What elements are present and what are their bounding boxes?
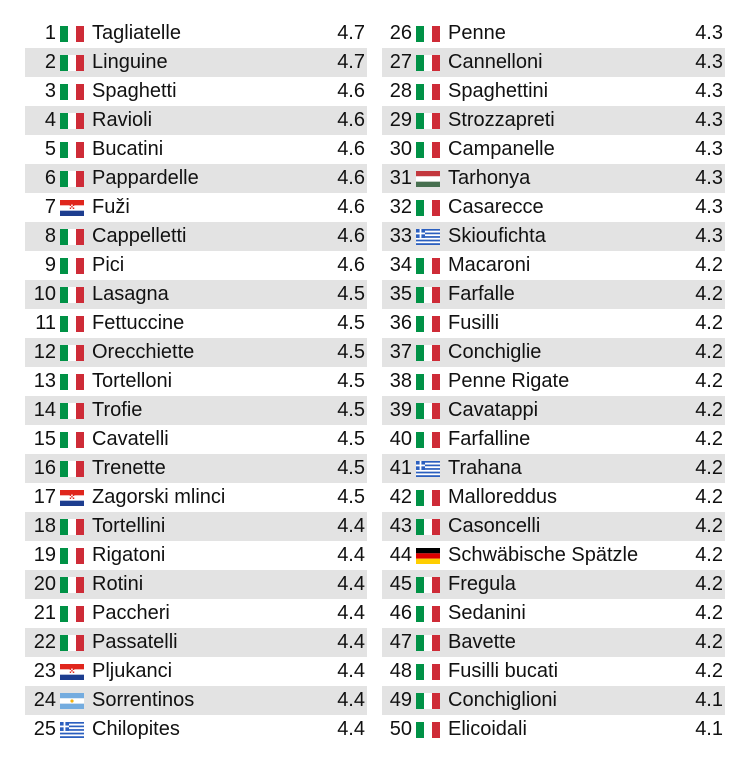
rating-score: 4.5 <box>337 399 365 421</box>
rating-score: 4.5 <box>337 370 365 392</box>
pasta-name: Tortelloni <box>92 370 173 392</box>
ranking-row <box>25 338 367 367</box>
rank-number: 2 <box>44 51 56 73</box>
rank-number: 1 <box>44 22 56 44</box>
ranking-row <box>382 193 725 222</box>
rank-number: 20 <box>33 573 56 595</box>
ranking-row <box>382 19 725 48</box>
rating-score: 4.2 <box>695 457 723 479</box>
rating-score: 4.6 <box>337 80 365 102</box>
italy-flag-icon <box>416 606 440 622</box>
ranking-row <box>382 599 725 628</box>
pasta-name: Trahana <box>448 457 522 479</box>
rank-number: 43 <box>389 515 412 537</box>
ranking-row <box>382 135 725 164</box>
pasta-name: Penne Rigate <box>448 370 570 392</box>
greece-flag-icon <box>60 722 84 738</box>
italy-flag-icon <box>60 316 84 332</box>
rating-score: 4.1 <box>695 689 723 711</box>
rating-score: 4.1 <box>695 718 723 740</box>
italy-flag-icon <box>60 577 84 593</box>
pasta-name: Farfalle <box>448 283 515 305</box>
pasta-name: Tarhonya <box>448 167 531 189</box>
italy-flag-icon <box>416 142 440 158</box>
pasta-name: Schwäbische Spätzle <box>448 544 639 566</box>
ranking-row <box>382 309 725 338</box>
ranking-row <box>25 657 367 686</box>
ranking-row <box>382 48 725 77</box>
ranking-row <box>382 164 725 193</box>
italy-flag-icon <box>416 84 440 100</box>
pasta-name: Rotini <box>92 573 144 595</box>
italy-flag-icon <box>416 490 440 506</box>
rating-score: 4.5 <box>337 312 365 334</box>
ranking-row <box>25 193 367 222</box>
italy-flag-icon <box>416 577 440 593</box>
pasta-name: Macaroni <box>448 254 531 276</box>
italy-flag-icon <box>60 84 84 100</box>
rank-number: 24 <box>33 689 56 711</box>
rating-score: 4.7 <box>337 22 365 44</box>
ranking-row <box>25 309 367 338</box>
italy-flag-icon <box>60 171 84 187</box>
rating-score: 4.2 <box>695 631 723 653</box>
ranking-row <box>382 686 725 715</box>
ranking-row <box>382 570 725 599</box>
italy-flag-icon <box>60 258 84 274</box>
rank-number: 45 <box>389 573 412 595</box>
italy-flag-icon <box>416 26 440 42</box>
ranking-row <box>382 512 725 541</box>
pasta-name: Cappelletti <box>92 225 187 247</box>
ranking-row <box>25 77 367 106</box>
italy-flag-icon <box>416 258 440 274</box>
ranking-row <box>382 425 725 454</box>
rank-number: 4 <box>44 109 56 131</box>
ranking-row <box>25 280 367 309</box>
italy-flag-icon <box>416 287 440 303</box>
pasta-name: Tortellini <box>92 515 166 537</box>
italy-flag-icon <box>60 432 84 448</box>
ranking-row <box>25 396 367 425</box>
ranking-row <box>382 338 725 367</box>
rank-number: 36 <box>389 312 412 334</box>
pasta-name: Passatelli <box>92 631 178 653</box>
rank-number: 19 <box>33 544 56 566</box>
pasta-name: Rigatoni <box>92 544 166 566</box>
pasta-name: Sedanini <box>448 602 526 624</box>
croatia-flag-icon <box>60 490 84 506</box>
pasta-name: Cavatappi <box>448 399 539 421</box>
ranking-row <box>382 628 725 657</box>
rating-score: 4.3 <box>695 22 723 44</box>
rating-score: 4.3 <box>695 51 723 73</box>
rank-number: 22 <box>33 631 56 653</box>
italy-flag-icon <box>60 461 84 477</box>
pasta-name: Fusilli <box>448 312 500 334</box>
rank-number: 7 <box>44 196 56 218</box>
italy-flag-icon <box>416 200 440 216</box>
rank-number: 41 <box>389 457 412 479</box>
rank-number: 31 <box>389 167 412 189</box>
greece-flag-icon <box>416 229 440 245</box>
rating-score: 4.7 <box>337 51 365 73</box>
rank-number: 27 <box>389 51 412 73</box>
italy-flag-icon <box>416 403 440 419</box>
rank-number: 37 <box>389 341 412 363</box>
rank-number: 40 <box>389 428 412 450</box>
italy-flag-icon <box>416 722 440 738</box>
rank-number: 46 <box>389 602 412 624</box>
rating-score: 4.4 <box>337 631 365 653</box>
croatia-flag-icon <box>60 200 84 216</box>
ranking-row <box>25 135 367 164</box>
italy-flag-icon <box>60 635 84 651</box>
rank-number: 38 <box>389 370 412 392</box>
pasta-name: Paccheri <box>92 602 170 624</box>
ranking-row <box>25 512 367 541</box>
italy-flag-icon <box>416 113 440 129</box>
pasta-name: Casoncelli <box>448 515 541 537</box>
italy-flag-icon <box>60 403 84 419</box>
rating-score: 4.5 <box>337 486 365 508</box>
rank-number: 34 <box>389 254 412 276</box>
rank-number: 3 <box>44 80 56 102</box>
ranking-row <box>382 715 725 744</box>
rank-number: 33 <box>389 225 412 247</box>
rank-number: 15 <box>33 428 56 450</box>
pasta-name: Skioufichta <box>448 225 546 247</box>
rating-score: 4.4 <box>337 689 365 711</box>
ranking-row <box>382 251 725 280</box>
pasta-name: Campanelle <box>448 138 555 160</box>
rating-score: 4.2 <box>695 515 723 537</box>
ranking-row <box>382 483 725 512</box>
rank-number: 47 <box>389 631 412 653</box>
pasta-name: Elicoidali <box>448 718 527 740</box>
rank-number: 23 <box>33 660 56 682</box>
pasta-name: Malloreddus <box>448 486 557 508</box>
ranking-row <box>382 367 725 396</box>
pasta-name: Orecchiette <box>92 341 195 363</box>
rank-number: 42 <box>389 486 412 508</box>
italy-flag-icon <box>60 374 84 390</box>
italy-flag-icon <box>60 548 84 564</box>
pasta-name: Pici <box>92 254 125 276</box>
rating-score: 4.3 <box>695 80 723 102</box>
pasta-name: Bucatini <box>92 138 164 160</box>
ranking-row <box>25 367 367 396</box>
rating-score: 4.5 <box>337 457 365 479</box>
italy-flag-icon <box>416 635 440 651</box>
rating-score: 4.4 <box>337 573 365 595</box>
hungary-flag-icon <box>416 171 440 187</box>
rating-score: 4.4 <box>337 660 365 682</box>
rank-number: 44 <box>389 544 412 566</box>
ranking-row <box>382 657 725 686</box>
rating-score: 4.2 <box>695 428 723 450</box>
rating-score: 4.6 <box>337 109 365 131</box>
rating-score: 4.6 <box>337 138 365 160</box>
rating-score: 4.5 <box>337 283 365 305</box>
pasta-name: Conchiglie <box>448 341 542 363</box>
italy-flag-icon <box>60 26 84 42</box>
rating-score: 4.3 <box>695 167 723 189</box>
pasta-name: Ravioli <box>92 109 153 131</box>
ranking-row <box>25 715 367 744</box>
ranking-row <box>25 483 367 512</box>
ranking-row <box>382 454 725 483</box>
ranking-row <box>25 106 367 135</box>
rank-number: 30 <box>389 138 412 160</box>
italy-flag-icon <box>60 287 84 303</box>
rating-score: 4.2 <box>695 602 723 624</box>
ranking-column-right <box>382 19 725 744</box>
ranking-row <box>25 425 367 454</box>
rating-score: 4.2 <box>695 486 723 508</box>
rating-score: 4.2 <box>695 573 723 595</box>
pasta-name: Tagliatelle <box>92 22 181 44</box>
rating-score: 4.5 <box>337 428 365 450</box>
ranking-row <box>382 106 725 135</box>
rating-score: 4.2 <box>695 370 723 392</box>
ranking-row <box>25 222 367 251</box>
italy-flag-icon <box>416 432 440 448</box>
italy-flag-icon <box>60 229 84 245</box>
pasta-name: Spaghetti <box>92 80 177 102</box>
rank-number: 39 <box>389 399 412 421</box>
rank-number: 18 <box>33 515 56 537</box>
ranking-column-left <box>25 19 367 744</box>
italy-flag-icon <box>60 55 84 71</box>
pasta-name: Fusilli bucati <box>448 660 559 682</box>
rank-number: 14 <box>33 399 56 421</box>
ranking-row <box>25 454 367 483</box>
rating-score: 4.2 <box>695 283 723 305</box>
italy-flag-icon <box>60 519 84 535</box>
pasta-name: Fregula <box>448 573 516 595</box>
rating-score: 4.6 <box>337 254 365 276</box>
germany-flag-icon <box>416 548 440 564</box>
ranking-row <box>382 396 725 425</box>
rating-score: 4.2 <box>695 254 723 276</box>
rating-score: 4.2 <box>695 399 723 421</box>
rating-score: 4.6 <box>337 225 365 247</box>
pasta-name: Spaghettini <box>448 80 549 102</box>
ranking-row <box>382 280 725 309</box>
pasta-name: Linguine <box>92 51 168 73</box>
rating-score: 4.3 <box>695 196 723 218</box>
rank-number: 11 <box>35 312 56 334</box>
ranking-row <box>382 222 725 251</box>
rank-number: 6 <box>44 167 56 189</box>
italy-flag-icon <box>416 374 440 390</box>
rating-score: 4.6 <box>337 167 365 189</box>
ranking-row <box>382 541 725 570</box>
rating-score: 4.2 <box>695 341 723 363</box>
pasta-name: Trenette <box>92 457 166 479</box>
rank-number: 10 <box>33 283 56 305</box>
ranking-row <box>25 628 367 657</box>
rating-score: 4.3 <box>695 109 723 131</box>
rank-number: 50 <box>389 718 412 740</box>
rating-score: 4.5 <box>337 341 365 363</box>
rank-number: 48 <box>389 660 412 682</box>
pasta-name: Cavatelli <box>92 428 169 450</box>
pasta-name: Penne <box>448 22 506 44</box>
rank-number: 25 <box>33 718 56 740</box>
italy-flag-icon <box>416 693 440 709</box>
ranking-row <box>25 164 367 193</box>
rank-number: 28 <box>389 80 412 102</box>
pasta-name: Pljukanci <box>92 660 173 682</box>
rating-score: 4.4 <box>337 718 365 740</box>
pasta-name: Casarecce <box>448 196 544 218</box>
pasta-name: Lasagna <box>92 283 169 305</box>
ranking-row <box>25 686 367 715</box>
pasta-name: Conchiglioni <box>448 689 557 711</box>
rank-number: 26 <box>389 22 412 44</box>
pasta-name: Fettuccine <box>92 312 185 334</box>
italy-flag-icon <box>416 664 440 680</box>
italy-flag-icon <box>416 316 440 332</box>
ranking-row <box>25 599 367 628</box>
italy-flag-icon <box>416 519 440 535</box>
rank-number: 8 <box>44 225 56 247</box>
pasta-name: Trofie <box>92 399 143 421</box>
rank-number: 17 <box>33 486 56 508</box>
rating-score: 4.4 <box>337 602 365 624</box>
croatia-flag-icon <box>60 664 84 680</box>
pasta-name: Pappardelle <box>92 167 199 189</box>
rating-score: 4.2 <box>695 312 723 334</box>
rank-number: 13 <box>33 370 56 392</box>
italy-flag-icon <box>416 55 440 71</box>
ranking-row <box>25 19 367 48</box>
italy-flag-icon <box>60 113 84 129</box>
pasta-name: Farfalline <box>448 428 531 450</box>
ranking-row <box>25 541 367 570</box>
ranking-row <box>25 48 367 77</box>
ranking-row <box>382 77 725 106</box>
pasta-name: Cannelloni <box>448 51 543 73</box>
rating-score: 4.6 <box>337 196 365 218</box>
rating-score: 4.2 <box>695 544 723 566</box>
rating-score: 4.3 <box>695 138 723 160</box>
argentina-flag-icon <box>60 693 84 709</box>
rank-number: 29 <box>389 109 412 131</box>
rating-score: 4.2 <box>695 660 723 682</box>
rank-number: 5 <box>44 138 56 160</box>
italy-flag-icon <box>60 142 84 158</box>
pasta-name: Chilopites <box>92 718 180 740</box>
pasta-name: Sorrentinos <box>92 689 195 711</box>
pasta-name: Strozzapreti <box>448 109 555 131</box>
rank-number: 16 <box>33 457 56 479</box>
rank-number: 32 <box>389 196 412 218</box>
italy-flag-icon <box>416 345 440 361</box>
italy-flag-icon <box>60 345 84 361</box>
rating-score: 4.4 <box>337 515 365 537</box>
pasta-name: Fuži <box>92 196 130 218</box>
italy-flag-icon <box>60 606 84 622</box>
rating-score: 4.3 <box>695 225 723 247</box>
rank-number: 21 <box>33 602 56 624</box>
greece-flag-icon <box>416 461 440 477</box>
rank-number: 35 <box>389 283 412 305</box>
pasta-name: Bavette <box>448 631 516 653</box>
rating-score: 4.4 <box>337 544 365 566</box>
pasta-name: Zagorski mlinci <box>92 486 226 508</box>
ranking-row <box>25 570 367 599</box>
rank-number: 12 <box>33 341 56 363</box>
rank-number: 9 <box>44 254 56 276</box>
ranking-row <box>25 251 367 280</box>
rank-number: 49 <box>389 689 412 711</box>
